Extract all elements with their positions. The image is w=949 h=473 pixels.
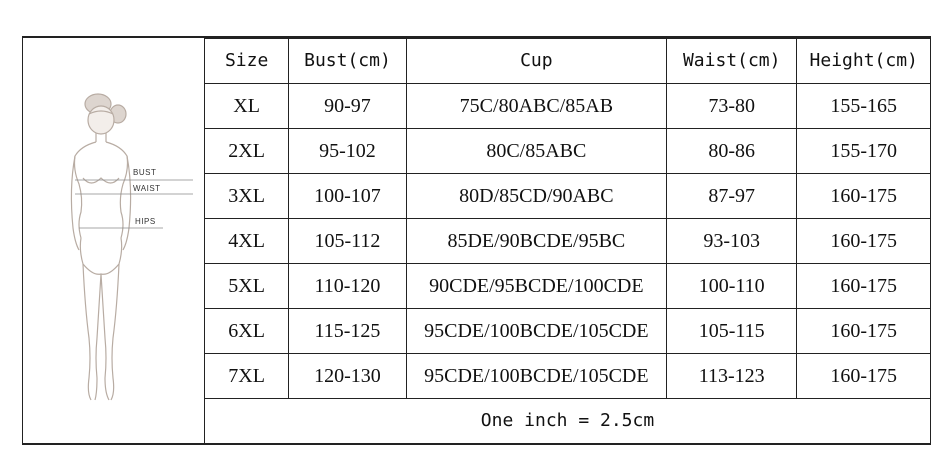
cell-bust: 105-112 <box>289 219 406 264</box>
cell-size: 4XL <box>205 219 289 264</box>
table-note-row <box>205 399 931 444</box>
header-waist: Waist(cm) <box>667 39 797 84</box>
cell-waist: 100-110 <box>667 264 797 309</box>
cell-cup: 95CDE/100BCDE/105CDE <box>406 354 666 399</box>
table-row <box>205 219 931 264</box>
header-cup: Cup <box>406 39 666 84</box>
size-table <box>204 38 931 444</box>
body-outline-illustration <box>23 38 204 443</box>
cell-bust: 115-125 <box>289 309 406 354</box>
table-row <box>205 174 931 219</box>
cell-waist: 80-86 <box>667 129 797 174</box>
body-measurement-figure <box>23 38 204 443</box>
cell-height: 155-170 <box>797 129 931 174</box>
cell-waist: 93-103 <box>667 219 797 264</box>
cell-cup: 95CDE/100BCDE/105CDE <box>406 309 666 354</box>
cell-cup: 80C/85ABC <box>406 129 666 174</box>
hips-label: HIPS <box>135 217 156 226</box>
cell-size: 7XL <box>205 354 289 399</box>
cell-waist: 73-80 <box>667 84 797 129</box>
cell-height: 160-175 <box>797 174 931 219</box>
cell-cup: 80D/85CD/90ABC <box>406 174 666 219</box>
waist-label: WAIST <box>133 184 161 193</box>
table-row <box>205 129 931 174</box>
cell-bust: 110-120 <box>289 264 406 309</box>
cell-cup: 90CDE/95BCDE/100CDE <box>406 264 666 309</box>
bust-label: BUST <box>133 168 157 177</box>
table-row <box>205 354 931 399</box>
table-header-row <box>205 39 931 84</box>
cell-size: 2XL <box>205 129 289 174</box>
cell-bust: 95-102 <box>289 129 406 174</box>
table-row <box>205 264 931 309</box>
cell-height: 160-175 <box>797 219 931 264</box>
cell-height: 160-175 <box>797 354 931 399</box>
table-row <box>205 84 931 129</box>
cell-bust: 90-97 <box>289 84 406 129</box>
cell-size: 5XL <box>205 264 289 309</box>
cell-height: 160-175 <box>797 309 931 354</box>
header-size: Size <box>205 39 289 84</box>
size-chart-frame <box>22 36 931 445</box>
cell-height: 155-165 <box>797 84 931 129</box>
conversion-note: One inch = 2.5cm <box>205 399 931 444</box>
cell-size: 3XL <box>205 174 289 219</box>
cell-cup: 75C/80ABC/85AB <box>406 84 666 129</box>
table-row <box>205 309 931 354</box>
cell-size: XL <box>205 84 289 129</box>
cell-waist: 105-115 <box>667 309 797 354</box>
cell-waist: 113-123 <box>667 354 797 399</box>
cell-cup: 85DE/90BCDE/95BC <box>406 219 666 264</box>
cell-height: 160-175 <box>797 264 931 309</box>
header-bust: Bust(cm) <box>289 39 406 84</box>
cell-size: 6XL <box>205 309 289 354</box>
cell-bust: 120-130 <box>289 354 406 399</box>
cell-bust: 100-107 <box>289 174 406 219</box>
header-height: Height(cm) <box>797 39 931 84</box>
cell-waist: 87-97 <box>667 174 797 219</box>
